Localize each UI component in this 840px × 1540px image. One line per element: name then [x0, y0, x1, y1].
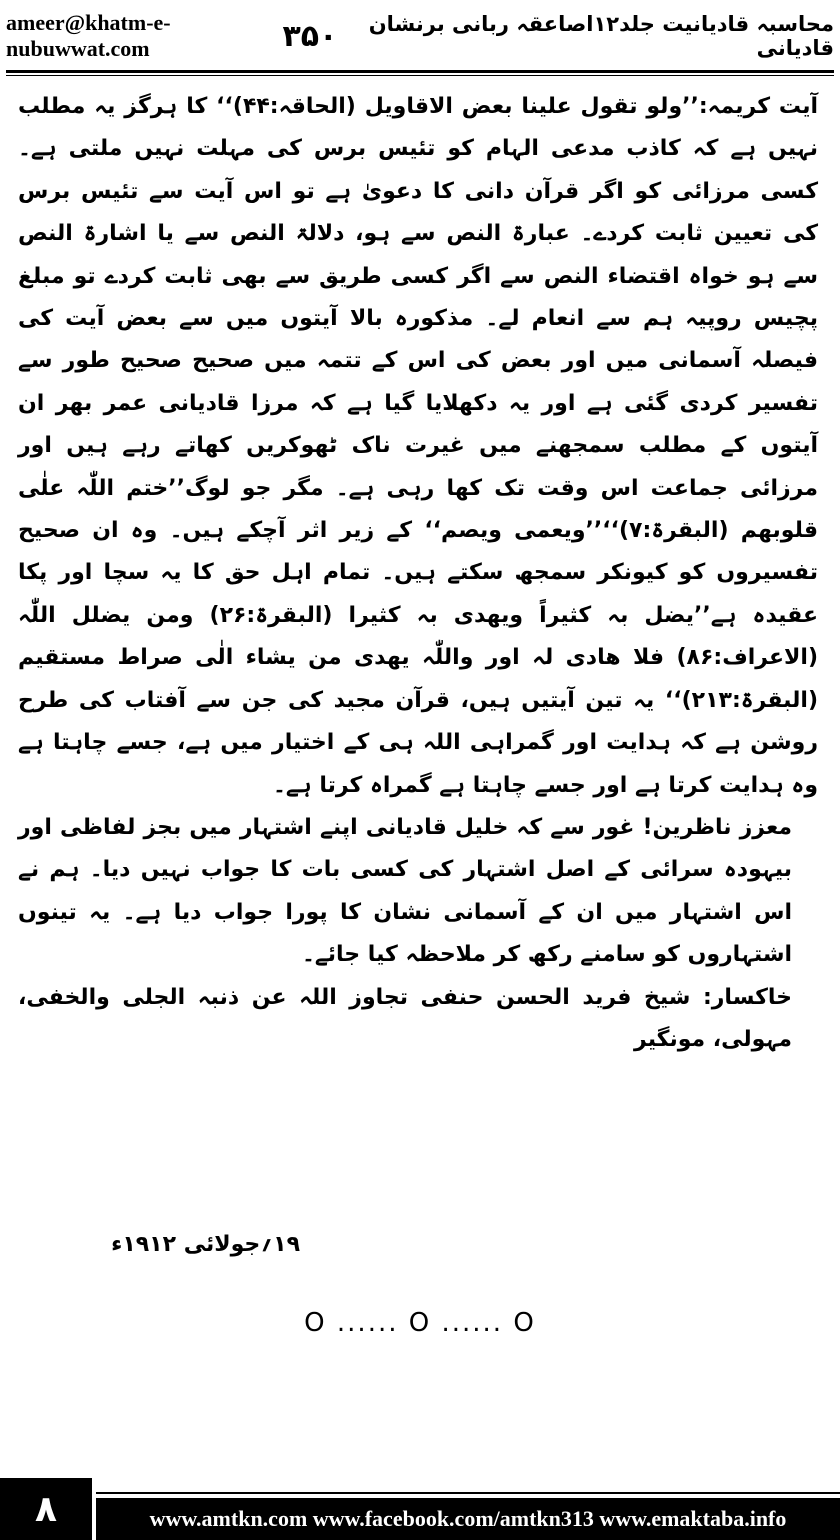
- header-title: محاسبہ قادیانیت جلد۱۲اصاعقہ ربانی برنشان قادیانی: [368, 12, 834, 60]
- footer-links: www.amtkn.com www.facebook.com/amtkn313 www.emaktaba.info: [96, 1498, 840, 1540]
- signature: خاکسار: شیخ فرید الحسن حنفی تجاوز اللہ عن ذنبہ الجلی والخفی، مہولی، مونگیر: [18, 984, 792, 1052]
- paragraph-1: آیت کریمہ:’’ولو تقول علینا بعض الاقاویل (الحاقہ:۴۴)‘‘ کا ہرگز یہ مطلب نہیں ہے کہ کاذب مدعی الہام کو تئیس برس کی مہلت نہیں ملتی ہے۔ کسی مرزائی کو اگر قرآن دانی کا دعویٰ ہے تو اس آیت سے تئیس برس کی تعیین ثابت کردے۔ عبارۃ النص سے ہو، دلالۃ النص سے یا اشارۃ النص سے ہو خواہ اقتضاء النص سے اگر کسی طریق سے بھی ثابت کردے تو مبلغ پچیس روپیہ ہم سے انعام لے۔ مذکورہ بالا آیتوں میں سے بعض آیت کی فیصلہ آسمانی میں اور بعض کی اس کے تتمہ میں صحیح صحیح طور سے تفسیر کردی گئی ہے اور یہ دکھلایا گیا ہے کہ مرزا قادیانی عمر بھر ان آیتوں کے مطلب سمجھنے میں غیرت ناک ٹھوکریں کھاتے رہے ہیں اور مرزائی جماعت اس وقت تک کھا رہی ہے۔ مگر جو لوگ’’ختم اللّٰہ علٰی قلوبھم (البقرۃ:۷)‘‘’’ویعمی ویصم‘‘ کے زیر اثر آچکے ہیں۔ وہ ان صحیح تفسیروں کو کیونکر سمجھ سکتے ہیں۔ تمام اہل حق کا یہ سچا اور پکا عقیدہ ہے’’یضل بہ کثیراً ویھدی بہ کثیرا (البقرۃ:۲۶) ومن یضلل اللّٰہ (الاعراف:۸۶) فلا ھادی لہ اور واللّٰہ یھدی من یشاء الٰی صراط مستقیم (البقرۃ:۲۱۳)‘‘ یہ تین آیتیں ہیں، قرآن مجید کی جن سے آفتاب کی طرح روشن ہے کہ ہدایت اور گمراہی اللہ ہی کے اختیار میں ہے، جسے چاہتا ہے وہ ہدایت کرتا ہے اور جسے چاہتا ہے گمراہ کرتا ہے۔: [18, 94, 818, 798]
- page-header: [6, 10, 834, 61]
- page-body: [18, 86, 818, 1061]
- header-page-number: ۳۵۰: [282, 18, 338, 54]
- paragraph-2: معزز ناظرین! غور سے کہ خلیل قادیانی اپنے اشتہار میں بجز لفاظی اور بیہودہ سرائی کے اصل اشتہار کی کسی بات کا جواب نہیں دیا۔ ہم نے اس اشتہار میں ان کے آسمانی نشان کا پورا جواب دیا ہے۔ یہ تینوں اشتہاروں کو سامنے رکھ کر ملاحظہ کیا جائے۔: [18, 814, 792, 968]
- page-footer: [0, 1478, 840, 1540]
- header-email: ameer@khatm-e-nubuwwat.com: [6, 10, 171, 61]
- footer-page-number: ۸: [0, 1478, 92, 1540]
- date: ۱۹؍جولائی ۱۹۱۲ء: [111, 1232, 300, 1257]
- header-title-group: [283, 12, 835, 60]
- footer-divider: [96, 1492, 840, 1494]
- section-ornament: O ...... O ...... O: [304, 1308, 536, 1338]
- header-divider: [6, 70, 834, 76]
